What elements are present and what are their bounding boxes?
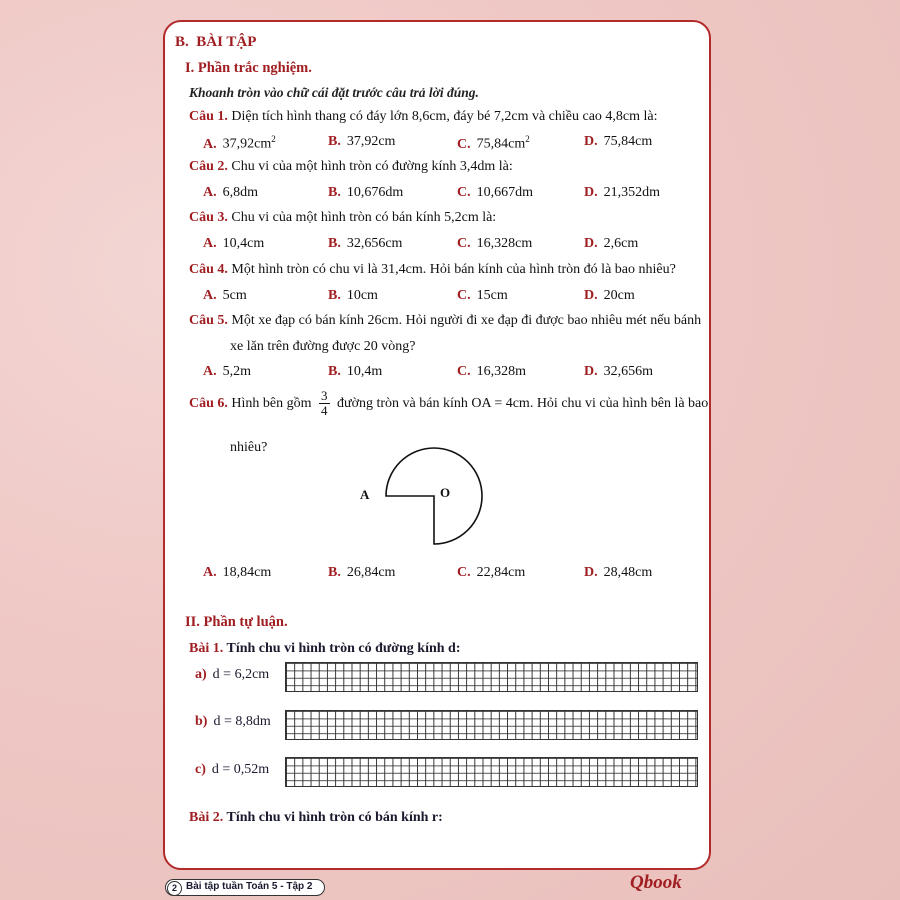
option-value: 2,6cm	[603, 236, 639, 251]
q4-option-c[interactable]	[457, 288, 508, 304]
section-b-label: B.	[175, 34, 189, 50]
footer-book-title: Bài tập tuần Toán 5 - Tập 2	[186, 881, 313, 892]
q1-option-b[interactable]	[328, 134, 395, 150]
q5-option-d[interactable]	[584, 364, 653, 380]
option-superscript: 2	[525, 134, 530, 144]
option-value: 18,84cm	[222, 565, 272, 580]
option-value: 10,4m	[346, 364, 383, 379]
question-5-number: Câu 5.	[189, 313, 228, 328]
part1-title: I. Phần trắc nghiệm.	[185, 60, 312, 76]
option-letter: D.	[584, 134, 598, 149]
q6-option-d[interactable]	[584, 565, 652, 581]
bai2-heading	[189, 810, 443, 826]
option-letter: D.	[584, 236, 598, 251]
question-1-number: Câu 1.	[189, 109, 228, 124]
option-letter: B.	[328, 134, 341, 149]
question-5-text-line2: xe lăn trên đường được 20 vòng?	[230, 339, 416, 354]
option-value: 75,84cm	[603, 134, 653, 149]
item-value: d = 6,2cm	[212, 667, 270, 682]
option-letter: D.	[584, 565, 598, 580]
option-letter: B.	[328, 565, 341, 580]
option-value: 26,84cm	[346, 565, 396, 580]
question-4	[189, 262, 676, 278]
point-a-label: A	[360, 487, 370, 502]
q2-option-d[interactable]	[584, 185, 660, 201]
q6-option-c[interactable]	[457, 565, 525, 581]
question-4-number: Câu 4.	[189, 262, 228, 277]
option-value: 10cm	[346, 288, 378, 303]
option-value: 28,48cm	[603, 565, 653, 580]
option-value: 75,84cm	[476, 136, 526, 152]
question-6-text-before: Hình bên gồm	[231, 396, 312, 411]
option-value: 5,2m	[222, 364, 252, 379]
item-value: d = 8,8dm	[213, 714, 271, 729]
option-value: 20cm	[603, 288, 635, 303]
option-value: 37,92cm	[346, 134, 396, 149]
bai1-item-a	[195, 667, 269, 683]
question-6-number: Câu 6.	[189, 396, 228, 411]
q3-option-b[interactable]	[328, 236, 402, 252]
q2-option-c[interactable]	[457, 185, 533, 201]
bai1-text: Tính chu vi hình tròn có đường kính d:	[226, 641, 461, 656]
question-4-text: Một hình tròn có chu vi là 31,4cm. Hỏi bán kính của hình tròn đó là bao nhiêu?	[231, 262, 676, 277]
question-3-text: Chu vi của một hình tròn có bán kính 5,2cm là:	[231, 210, 497, 225]
option-letter: A.	[203, 136, 217, 152]
option-value: 16,328m	[476, 364, 527, 379]
answer-grid-a[interactable]	[285, 662, 698, 692]
item-value: d = 0,52m	[211, 762, 270, 777]
option-letter: A.	[203, 236, 217, 251]
bai1-number: Bài 1.	[189, 641, 224, 656]
option-letter: C.	[457, 185, 471, 200]
question-2-number: Câu 2.	[189, 159, 228, 174]
option-value: 32,656m	[603, 364, 654, 379]
question-2	[189, 159, 513, 175]
section-b-title: BÀI TẬP	[196, 34, 257, 50]
option-letter: C.	[457, 236, 471, 251]
q1-option-d[interactable]	[584, 134, 652, 150]
option-letter: D.	[584, 185, 598, 200]
option-value: 10,676dm	[346, 185, 404, 200]
option-letter: C.	[457, 364, 471, 379]
bai2-text: Tính chu vi hình tròn có bán kính r:	[226, 810, 443, 825]
option-letter: B.	[328, 236, 341, 251]
option-letter: C.	[457, 136, 471, 152]
option-superscript: 2	[271, 134, 276, 144]
qbook-logo: Qbook	[630, 872, 682, 893]
bai2-number: Bài 2.	[189, 810, 224, 825]
option-value: 10,667dm	[476, 185, 534, 200]
item-letter: c)	[195, 762, 206, 777]
question-3	[189, 210, 496, 226]
answer-grid-b[interactable]	[285, 710, 698, 740]
q3-option-d[interactable]	[584, 236, 638, 252]
question-6-text-line2: nhiêu?	[230, 440, 268, 455]
question-3-number: Câu 3.	[189, 210, 228, 225]
option-letter: A.	[203, 565, 217, 580]
answer-grid-c[interactable]	[285, 757, 698, 787]
q5-option-a[interactable]	[203, 364, 251, 380]
q6-option-a[interactable]	[203, 565, 271, 581]
q4-option-a[interactable]	[203, 288, 247, 304]
item-letter: b)	[195, 714, 208, 729]
bai1-heading	[189, 641, 461, 657]
q5-option-c[interactable]	[457, 364, 526, 380]
q1-option-a[interactable]	[203, 134, 276, 153]
question-1-text: Diện tích hình thang có đáy lớn 8,6cm, đáy bé 7,2cm và chiều cao 4,8cm là:	[231, 109, 658, 124]
option-letter: A.	[203, 185, 217, 200]
option-letter: B.	[328, 288, 341, 303]
fraction-numerator: 3	[321, 388, 328, 404]
option-letter: A.	[203, 288, 217, 303]
item-letter: a)	[195, 667, 207, 682]
question-1	[189, 109, 658, 125]
q6-option-b[interactable]	[328, 565, 395, 581]
point-o-label: O	[440, 485, 451, 500]
fraction-denominator: 4	[321, 403, 328, 419]
fraction-three-quarters	[319, 389, 330, 418]
q2-option-b[interactable]	[328, 185, 403, 201]
option-value: 5cm	[222, 288, 247, 303]
option-value: 37,92cm	[222, 136, 272, 152]
option-value: 10,4cm	[222, 236, 265, 251]
option-letter: D.	[584, 364, 598, 379]
section-b-heading	[175, 34, 256, 51]
option-value: 6,8dm	[222, 185, 259, 200]
option-letter: B.	[328, 185, 341, 200]
q1-option-c[interactable]	[457, 134, 530, 153]
q2-option-a[interactable]	[203, 185, 258, 201]
q5-option-b[interactable]	[328, 364, 382, 380]
part2-title: II. Phần tự luận.	[185, 614, 288, 630]
q3-option-c[interactable]	[457, 236, 532, 252]
bai1-item-c	[195, 762, 269, 778]
option-letter: A.	[203, 364, 217, 379]
option-value: 22,84cm	[476, 565, 526, 580]
q4-option-d[interactable]	[584, 288, 635, 304]
question-2-text: Chu vi của một hình tròn có đường kính 3,4dm là:	[231, 159, 513, 174]
q4-option-b[interactable]	[328, 288, 378, 304]
option-value: 15cm	[476, 288, 508, 303]
question-6-text-after: đường tròn và bán kính OA = 4cm. Hỏi chu vi của hình bên là bao	[337, 396, 709, 411]
page-number: 2	[167, 881, 182, 896]
option-value: 32,656cm	[346, 236, 403, 251]
footer-label	[165, 879, 325, 896]
q3-option-a[interactable]	[203, 236, 264, 252]
option-letter: D.	[584, 288, 598, 303]
option-letter: C.	[457, 288, 471, 303]
three-quarter-circle-shape	[386, 448, 482, 544]
question-5-text: Một xe đạp có bán kính 26cm. Hỏi người đi xe đạp đi được bao nhiêu mét nếu bánh	[231, 313, 702, 328]
part1-instruction: Khoanh tròn vào chữ cái đặt trước câu trả lời đúng.	[189, 85, 479, 100]
question-5	[189, 313, 701, 329]
bai1-item-b	[195, 714, 271, 730]
three-quarter-circle-figure	[350, 440, 490, 560]
question-6	[189, 389, 708, 419]
option-letter: B.	[328, 364, 341, 379]
option-letter: C.	[457, 565, 471, 580]
option-value: 16,328cm	[476, 236, 533, 251]
option-value: 21,352dm	[603, 185, 661, 200]
